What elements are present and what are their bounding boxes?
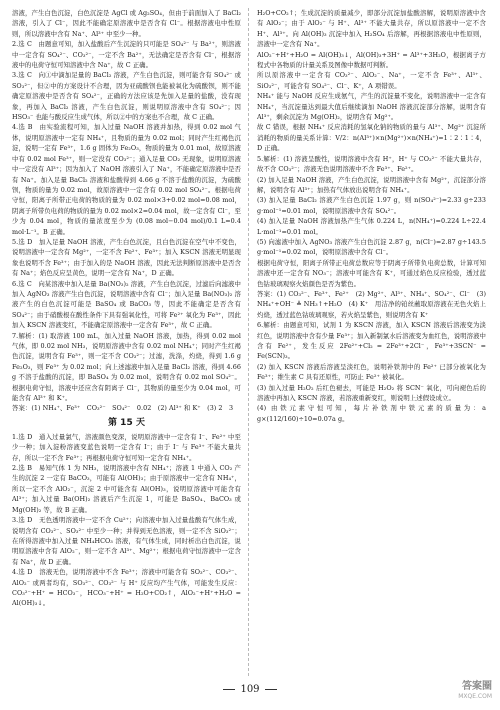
left-paragraph: 7.解析：(1) 取溶液 100 mL，加入过量 NaOH 溶液，加热，得到 0.02 mol 气体，即 0.02 mol NH₃，说明原溶液中含有 0.02 mol NH₄⁺；同时产生红褐色沉淀，说明含有 Fe³⁺，则一定不含 CO₃²⁻；过滤，洗涤，灼烧，得到 1.6 g Fe₂O₃，则 Fe³⁺ 为 0.02 mol；向上述滤液中加入足量 BaCl₂ 溶液，得到 4.66 g 不溶于盐酸的沉淀，即 BaSO₄ 为 0.02 mol，说明含有 0.02 mol SO₄²⁻。根据电荷守恒，溶液中还应含有阴离子 Cl⁻，其物质的量至少为 0.04 mol，可能含有 Al³⁺ 和 K⁺。 (12, 331, 241, 403)
right-paragraph: 5.解析：(1) 溶液呈酸性，说明溶液中含有 H⁺，H⁺ 与 CO₃²⁻ 不能大量共存，故不含 CO₃²⁻；溶液无色说明溶液中不含 Fe³⁺、Fe²⁺。 (257, 154, 486, 174)
right-paragraph: 6.解析：由题意可知，试剂 1 为 KSCN 溶液，加入 KSCN 溶液后溶液变为淡红色，说明溶液中含有少量 Fe³⁺；加入新制氯水后溶液变为血红色，说明溶液中含有 Fe²⁺，发生反应 2Fe²⁺+Cl₂ = 2Fe³⁺+2Cl⁻，Fe³⁺+3SCN⁻ = Fe(SCN)₃。 (257, 321, 486, 361)
right-paragraph: 故 C 错误，根据 NH₄⁺ 反应消耗的氢氧化钠的物质的量与 Al³⁺、Mg²⁺ 沉淀所消耗的物质的量关系计算：V/2：n(Al³⁺)×n(Mg²⁺)×n(NH₄⁺)=1∶2∶1∶4，D 正确。 (257, 123, 486, 153)
left-paragraph: 答案：(1) NH₄⁺、Fe³⁺ CO₃²⁻ SO₄²⁻ 0.02 (2) Al³⁺ 和 K⁺ (3) 2 3 (12, 404, 234, 413)
right-paragraph: (3) 加入过量 H₂O₂ 后红色褪去，可能是 H₂O₂ 将 SCN⁻ 氧化，可向褪色后的溶液中再加入 KSCN 溶液，若溶液重新变红，则说明上述假设成立。 (257, 383, 486, 403)
page-number: 109 (240, 684, 260, 695)
left-paragraph: 4.选 B 由实验流程可知，加入过量 NaOH 溶液并加热，得到 0.02 mol 气体，说明原溶液中一定有 NH₄⁺，且物质的量为 0.02 mol；同时产生红褐色沉淀，说明一定有 Fe³⁺，1.6 g 固体为 Fe₂O₃，物质的量为 0.01 mol，故原溶液中有 0.02 mol Fe³⁺，则一定没有 CO₃²⁻；通入足量 CO₂ 无现象，说明原溶液中一定没有 Al³⁺；因为加入了 NaOH 溶液引入了 Na⁺，不能确定原溶液中是否有 Na⁺。加入足量 BaCl₂ 溶液和盐酸得到 4.66 g 不溶于盐酸的沉淀，为硫酸钡，物质的量为 0.02 mol，故原溶液中一定含有 0.02 mol SO₄²⁻。根据电荷守恒，阳离子所带正电荷的物质的量为 0.02 mol×3+0.02 mol=0.08 mol，阴离子所带负电荷的物质的量为 0.02 mol×2=0.04 mol，故一定含有 Cl⁻，至少为 0.04 mol，物质的量浓度至少为 (0.08 mol−0.04 mol)/0.1 L=0.4 mol·L⁻¹。B 正确。 (12, 123, 241, 236)
left-paragraph: 溶液，产生白色沉淀，白色沉淀是 AgCl 或 Ag₂SO₄，但由于前面加入了 BaCl₂ 溶液，引入了 Cl⁻，因此不能确定原溶液中是否含有 Cl⁻。根据溶液电中性原则，所以溶液中含有 Na⁺、Al³⁺ 中至少一种。 (12, 9, 241, 38)
section-title: 第 15 天 (107, 417, 146, 428)
right-paragraph: 所以原溶液中一定含有 CO₃²⁻、AlO₂⁻、Na⁺，一定不含 Fe³⁺、Al³⁺、SiO₃²⁻，可能含有 SO₄²⁻、Cl⁻、K⁺，A 项错误。 (257, 71, 486, 90)
right-paragraph: 根据电荷守恒，阳离子所带正电荷总数应等于阴离子所带负电荷总数，计算可知溶液中还一定含有 NO₃⁻；溶液中可能含有 K⁺，可通过焰色反应检验，透过蓝色钴玻璃观察火焰颜色是否为紫色。 (257, 258, 486, 288)
left-paragraph: 6.选 C 向某溶液中加入足量 Ba(NO₃)₂ 溶液，产生白色沉淀，过滤后向滤液中加入 AgNO₃ 溶液产生白色沉淀，说明溶液中含有 Cl⁻；加入足量 Ba(NO₃)₂ 溶液产生的白色沉淀可能是 BaSO₄ 或 BaCO₃ 等，因此不能确定是否含有 SO₄²⁻；由于硝酸根在酸性条件下具有强氧化性，可将 Fe²⁺ 氧化为 Fe³⁺，因此加入 KSCN 溶液变红，不能确定原溶液中一定含有 Fe³⁺，故 C 正确。 (12, 279, 241, 330)
right-paragraph: NH₄⁺ 能与 NaOH 反应生成氨气，产生的沉淀量不变化，说明溶液中一定含有 NH₄⁺，当沉淀量达到最大值后继续滴加 NaOH 溶液沉淀部分溶解，说明含有 Al³⁺，剩余沉淀为 Mg(OH)₂，说明含有 Mg²⁺。 (257, 92, 486, 122)
left-column (12, 8, 241, 676)
right-paragraph: AlO₂⁻+H⁺+H₂O = Al(OH)₃↓，Al(OH)₃+3H⁺ = Al³⁺+3H₂O，根据离子方程式中各物质的计量关系及图像中数据可判断。 (257, 50, 486, 70)
footer-dash-right (265, 689, 277, 690)
left-paragraph: 3.选 C 向①中滴加足量的 BaCl₂ 溶液，产生白色沉淀，则可能含有 SO₄²⁻ 或 SO₃²⁻，但②中的方案设计不合理，因为亚硫酸钡也能被氧化为硫酸钡，则不能确定原溶液中是否含有 SO₄²⁻，正确的方法应该是先加入足量的盐酸，没有现象，再加入 BaCl₂ 溶液，产生白色沉淀，则说明原溶液中含有 SO₄²⁻；因 HSO₃⁻ 也能与酸反应生成气体，所以②中的方案也不合理，故 C 正确。 (12, 71, 241, 122)
left-paragraph: 2.选 C 由题意可知，加入盐酸后产生沉淀的只可能是 SO₄²⁻ 与 Ba²⁺，则溶液中一定含有 SO₄²⁻、CO₃²⁻，一定不含 Ba²⁺，无法确定是否含有 Cl⁻，根据溶液中的电荷守恒可知溶液中含 Na⁺，故 C 正确。 (12, 40, 241, 70)
column-divider (248, 8, 249, 676)
watermark-line2: MXQE.COM (458, 693, 492, 700)
right-paragraph: (4) 加入足量 NaOH 溶液加热产生气体 0.224 L，n(NH₄⁺)=0.224 L÷22.4 L·mol⁻¹=0.01 mol。 (257, 217, 486, 236)
right-paragraph: (4) 由铁元素守恒可知，每片补铁剂中铁元素的质量为：a g×(112/160)÷10=0.07a g。 (257, 404, 486, 423)
right-paragraph: 答案：(1) CO₃²⁻、Fe³⁺、Fe²⁺ (2) Mg²⁺、Al³⁺、NH₄⁺、SO₄²⁻、Cl⁻ (3) NH₄⁺+OH⁻ ≜ NH₃↑+H₂O (4) K⁺ 用洁净的铂丝蘸取原溶液在无色火焰上灼烧，透过蓝色钴玻璃观察，若火焰呈紫色，则说明含有 K⁺ (257, 289, 486, 319)
left-paragraph: 4.选 D 溶液无色，说明溶液中不含 Fe³⁺；溶液中可能含有 SO₃²⁻、CO₃²⁻、AlO₂⁻ 或两者均有，SO₃²⁻、CO₃²⁻ 与 H⁺ 反应均产生气体，可能发生反应：CO₃²⁻+H⁺ = HCO₃⁻，HCO₃⁻+H⁺ = H₂O+CO₂↑，AlO₂⁻+H⁺+H₂O = Al(OH)₃↓。 (12, 568, 241, 608)
right-paragraph: (5) 向滤液中加入 AgNO₃ 溶液产生白色沉淀 2.87 g，n(Cl⁻)=2.87 g÷143.5 g·mol⁻¹=0.02 mol，说明原溶液中含有 Cl⁻。 (257, 237, 486, 257)
left-paragraph: 1.选 D 通入过量氯气，溶液颜色变深，说明原溶液中一定含有 I⁻、Fe²⁺ 中至少一种；加入淀粉溶液变蓝色说明一定含有 I⁻；由于 I⁻ 与 Fe³⁺ 不能大量共存，所以一定不含 Fe³⁺；再根据电荷守恒可知一定含有 NH₄⁺。 (12, 432, 241, 462)
footer-dash-left (223, 689, 235, 690)
left-paragraph: 2.选 B 易知气体 1 为 NH₃，说明溶液中含有 NH₄⁺；溶液 1 中通入 CO₂ 产生的沉淀 2 一定有 BaCO₃，可能有 Al(OH)₃；由于原溶液中一定含有 NH₄⁺，所以一定不含 AlO₂⁻，沉淀 2 中可能含有 Al(OH)₃，说明原溶液中可能含有 Al³⁺；加入过量 Ba(OH)₂ 溶液后产生沉淀 1，可能是 BaSO₄、BaCO₃ 或 Mg(OH)₂ 等，故 B 正确。 (12, 464, 241, 514)
left-paragraph: 3.选 D 无色透明溶液中一定不含 Cu²⁺；向溶液中加入过量盐酸有气体生成，说明含有 CO₃²⁻、SO₃²⁻ 中至少一种；并得到无色溶液，则一定不含 SiO₃²⁻；在所得溶液中加入过量 NH₄HCO₃ 溶液，有气体生成，同时析出白色沉淀，说明原溶液中含有 AlO₂⁻，则一定不含 Al³⁺、Mg²⁺；根据电荷守恒溶液中一定含有 Na⁺，故 D 正确。 (12, 516, 241, 566)
right-paragraph: (2) 加入足量 NaOH 溶液，产生白色沉淀，说明溶液中含有 Mg²⁺，沉淀部分溶解，说明含有 Al³⁺；加热有气体放出说明含有 NH₄⁺。 (257, 175, 486, 194)
left-paragraph: 5.选 D 加入足量 NaOH 溶液，产生白色沉淀，且白色沉淀在空气中不变色，说明溶液中一定含有 Mg²⁺，一定不含 Fe²⁺、Fe³⁺；加入 KSCN 溶液无明显现象也说明不含 Fe³⁺；由于加入的是 NaOH 溶液，因此无法判断原溶液中是否含有 Na⁺；焰色反应呈黄色，说明一定含有 Na⁺，D 正确。 (12, 237, 241, 278)
right-paragraph: (2) 加入 KSCN 溶液后溶液呈淡红色，说明补铁剂中的 Fe²⁺ 已部分被氧化为 Fe³⁺；维生素 C 具有还原性，可防止 Fe²⁺ 被氧化。 (257, 362, 486, 382)
watermark-line1: 答案圈 (462, 681, 492, 692)
right-paragraph: H₂O+CO₂↑；生成沉淀的质量减少，即部分沉淀加盐酸溶解，说明原溶液中含有 AlO₂⁻；由于 AlO₂⁻ 与 H⁺、Al³⁺ 不能大量共存，所以原溶液中一定不含 H⁺、Al³⁺。向 Al(OH)₃ 沉淀中加入 H₂SO₄ 后溶解，再根据溶液电中性原则，溶液中一定含有 Na⁺。 (257, 9, 486, 49)
right-column (257, 8, 486, 676)
right-paragraph: (3) 加入足量 BaCl₂ 溶液产生白色沉淀 1.97 g，则 n(SO₄²⁻)=2.33 g÷233 g·mol⁻¹=0.01 mol，说明原溶液中含有 SO₄²⁻。 (257, 196, 486, 215)
watermark-logo (396, 682, 492, 706)
